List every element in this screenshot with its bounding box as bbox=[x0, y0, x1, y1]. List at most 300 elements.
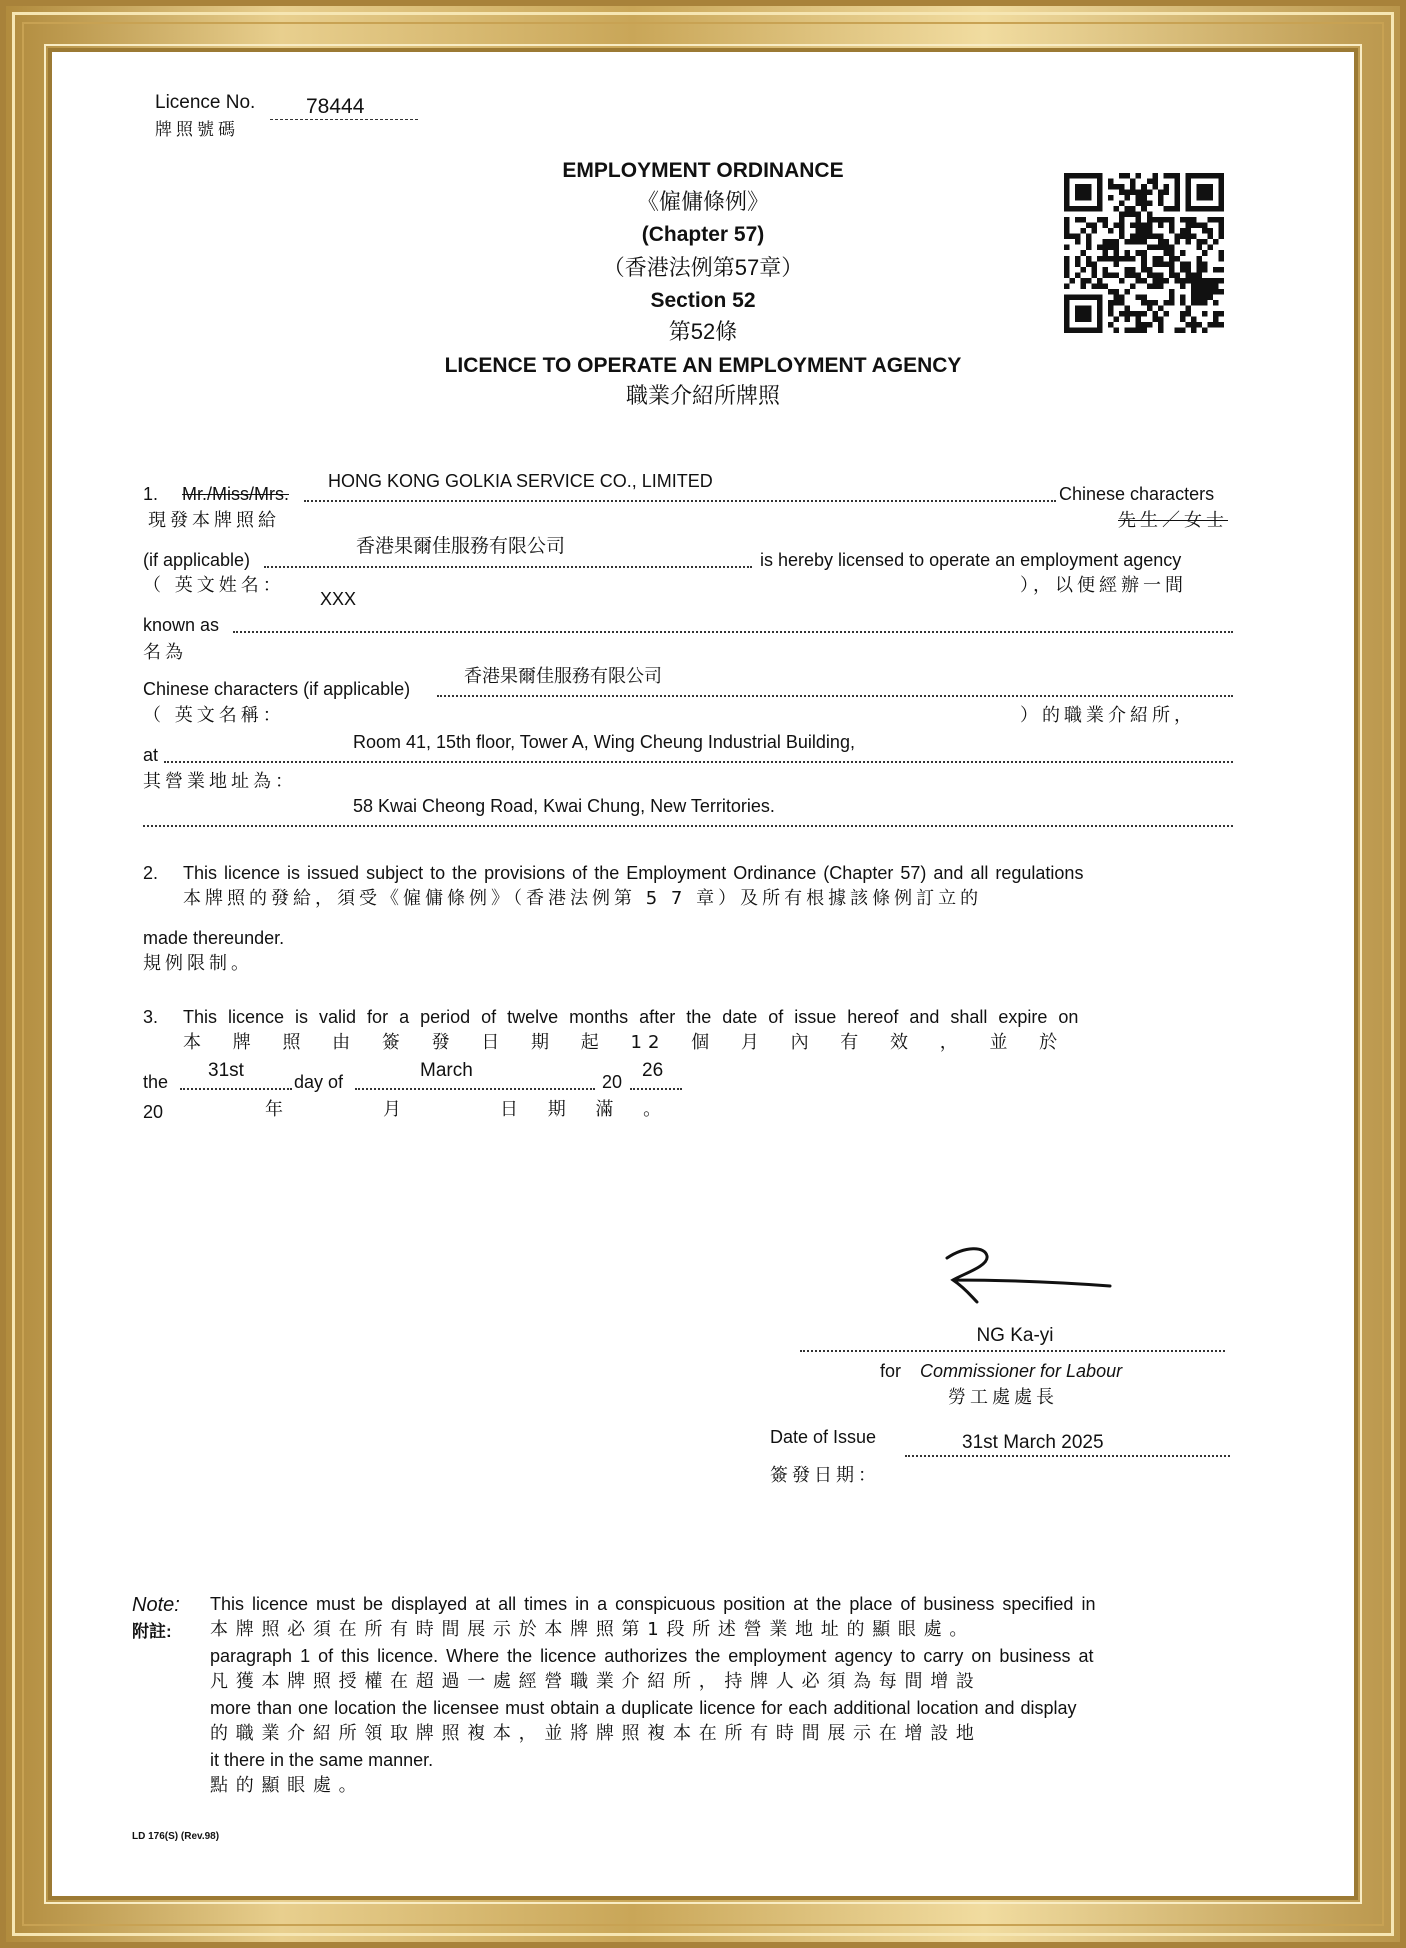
section-label-cn: 第52條 bbox=[668, 319, 738, 344]
licensee-name-en: HONG KONG GOLKIA SERVICE CO., LIMITED bbox=[328, 471, 713, 491]
qr-module bbox=[1207, 234, 1213, 240]
qr-module bbox=[1064, 294, 1070, 300]
qr-module bbox=[1064, 223, 1070, 229]
qr-module bbox=[1218, 228, 1224, 234]
qr-module bbox=[1152, 272, 1158, 278]
qr-module bbox=[1075, 173, 1081, 179]
expiry-day-field bbox=[180, 1088, 292, 1090]
section-2-line1-cn: 本牌照的發給，須受《僱傭條例》（香港法例第 5 7 章）及所有根據該條例訂立的 bbox=[183, 888, 983, 909]
qr-module bbox=[1202, 250, 1208, 256]
qr-module bbox=[1081, 173, 1087, 179]
qr-module bbox=[1130, 256, 1136, 262]
qr-module bbox=[1185, 190, 1191, 196]
qr-module bbox=[1213, 289, 1219, 295]
qr-module bbox=[1158, 239, 1164, 245]
qr-module bbox=[1097, 179, 1103, 185]
qr-module bbox=[1174, 195, 1180, 201]
qr-module bbox=[1075, 294, 1081, 300]
section-3-line1: This licence is valid for a period of twelve months after the date of issue hereof and shall expire on bbox=[183, 1007, 1079, 1027]
section-2-line1: This licence is issued subject to the provisions of the Employment Ordinance (Chapter 57) and all regulations bbox=[183, 863, 1084, 883]
qr-module bbox=[1075, 261, 1081, 267]
qr-module bbox=[1125, 206, 1131, 212]
qr-module bbox=[1147, 322, 1153, 328]
day-of-label: day of bbox=[294, 1072, 344, 1092]
qr-module bbox=[1097, 305, 1103, 311]
qr-module bbox=[1086, 234, 1092, 240]
qr-module bbox=[1147, 283, 1153, 289]
qr-module bbox=[1092, 228, 1098, 234]
section-3-line1-cn: 本 牌 照 由 簽 發 日 期 起 12 個 月 內 有 效 ， 並 於 bbox=[183, 1032, 1064, 1053]
qr-module bbox=[1114, 272, 1120, 278]
qr-module bbox=[1097, 184, 1103, 190]
qr-module bbox=[1152, 184, 1158, 190]
qr-module bbox=[1097, 283, 1103, 289]
qr-module bbox=[1185, 173, 1191, 179]
qr-module bbox=[1114, 245, 1120, 251]
qr-module bbox=[1152, 278, 1158, 284]
qr-module bbox=[1125, 316, 1131, 322]
agency-suffix-cn: ）的職業介紹所， bbox=[1020, 705, 1196, 726]
qr-module bbox=[1141, 256, 1147, 262]
qr-module bbox=[1163, 278, 1169, 284]
qr-module bbox=[1125, 327, 1131, 333]
qr-module bbox=[1114, 206, 1120, 212]
qr-module bbox=[1075, 206, 1081, 212]
qr-module bbox=[1213, 300, 1219, 306]
qr-module bbox=[1141, 300, 1147, 306]
qr-module bbox=[1202, 228, 1208, 234]
qr-module bbox=[1081, 228, 1087, 234]
qr-module bbox=[1136, 173, 1142, 179]
salutation-struck: Mr./Miss/Mrs. bbox=[182, 484, 289, 504]
qr-module bbox=[1202, 223, 1208, 229]
qr-module bbox=[1075, 305, 1081, 311]
qr-module bbox=[1086, 311, 1092, 317]
qr-module bbox=[1202, 289, 1208, 295]
qr-module bbox=[1125, 239, 1131, 245]
qr-module bbox=[1158, 316, 1164, 322]
qr-module bbox=[1218, 179, 1224, 185]
qr-module bbox=[1180, 267, 1186, 273]
qr-module bbox=[1185, 272, 1191, 278]
qr-module bbox=[1213, 217, 1219, 223]
qr-module bbox=[1163, 184, 1169, 190]
qr-module bbox=[1136, 239, 1142, 245]
qr-module bbox=[1163, 190, 1169, 196]
qr-module bbox=[1081, 327, 1087, 333]
qr-module bbox=[1196, 278, 1202, 284]
qr-module bbox=[1092, 272, 1098, 278]
address-line2-field bbox=[143, 825, 1233, 827]
qr-module bbox=[1086, 190, 1092, 196]
qr-module bbox=[1147, 217, 1153, 223]
qr-module bbox=[1136, 234, 1142, 240]
qr-module bbox=[1141, 195, 1147, 201]
qr-module bbox=[1103, 283, 1109, 289]
qr-module bbox=[1141, 239, 1147, 245]
qr-module bbox=[1163, 173, 1169, 179]
agency-name-cn: 香港果爾佳服務有限公司 bbox=[464, 666, 662, 686]
qr-module bbox=[1119, 190, 1125, 196]
qr-module bbox=[1064, 316, 1070, 322]
qr-module bbox=[1196, 245, 1202, 251]
qr-module bbox=[1064, 173, 1070, 179]
qr-module bbox=[1213, 322, 1219, 328]
qr-module bbox=[1196, 190, 1202, 196]
qr-module bbox=[1174, 206, 1180, 212]
qr-module bbox=[1086, 184, 1092, 190]
qr-module bbox=[1075, 327, 1081, 333]
qr-module bbox=[1158, 245, 1164, 251]
qr-module bbox=[1141, 228, 1147, 234]
qr-module bbox=[1064, 179, 1070, 185]
qr-module bbox=[1202, 239, 1208, 245]
qr-module bbox=[1119, 173, 1125, 179]
section-label: Section 52 bbox=[650, 289, 756, 312]
qr-module bbox=[1108, 305, 1114, 311]
qr-module bbox=[1218, 267, 1224, 273]
qr-module bbox=[1064, 305, 1070, 311]
qr-module bbox=[1081, 278, 1087, 284]
qr-module bbox=[1136, 294, 1142, 300]
expiry-the-label: the bbox=[143, 1072, 169, 1092]
qr-module bbox=[1070, 327, 1076, 333]
qr-module bbox=[1174, 184, 1180, 190]
qr-module bbox=[1130, 272, 1136, 278]
qr-module bbox=[1141, 294, 1147, 300]
qr-module bbox=[1097, 217, 1103, 223]
qr-module bbox=[1152, 283, 1158, 289]
qr-module bbox=[1125, 195, 1131, 201]
qr-module bbox=[1169, 217, 1175, 223]
qr-module bbox=[1202, 173, 1208, 179]
qr-module bbox=[1119, 278, 1125, 284]
qr-module bbox=[1064, 267, 1070, 273]
qr-module bbox=[1202, 283, 1208, 289]
qr-module bbox=[1114, 289, 1120, 295]
qr-module bbox=[1207, 217, 1213, 223]
qr-module bbox=[1196, 300, 1202, 306]
qr-module bbox=[1218, 322, 1224, 328]
qr-module bbox=[1191, 234, 1197, 240]
qr-module bbox=[1075, 195, 1081, 201]
qr-module bbox=[1097, 190, 1103, 196]
expiry-year-value: 26 bbox=[642, 1060, 664, 1081]
address-line2: 58 Kwai Cheong Road, Kwai Chung, New Territories. bbox=[353, 796, 775, 816]
qr-module bbox=[1064, 245, 1070, 251]
licensee-name-cn-field bbox=[264, 566, 752, 568]
qr-module bbox=[1064, 311, 1070, 317]
qr-module bbox=[1185, 179, 1191, 185]
qr-module bbox=[1103, 250, 1109, 256]
qr-module bbox=[1191, 272, 1197, 278]
qr-module bbox=[1180, 283, 1186, 289]
qr-module bbox=[1081, 206, 1087, 212]
qr-module bbox=[1207, 278, 1213, 284]
address-line1: Room 41, 15th floor, Tower A, Wing Cheung Industrial Building, bbox=[353, 732, 855, 752]
expiry-day-value: 31st bbox=[208, 1060, 244, 1081]
note-line: it there in the same manner. bbox=[210, 1750, 434, 1770]
qr-module bbox=[1158, 272, 1164, 278]
ordinance-title: EMPLOYMENT ORDINANCE bbox=[562, 159, 844, 182]
qr-module bbox=[1114, 327, 1120, 333]
qr-module bbox=[1086, 195, 1092, 201]
qr-module bbox=[1147, 190, 1153, 196]
qr-module bbox=[1103, 223, 1109, 229]
section-1-number: 1. bbox=[143, 484, 159, 504]
qr-module bbox=[1152, 173, 1158, 179]
qr-module bbox=[1196, 289, 1202, 295]
qr-module bbox=[1108, 256, 1114, 262]
qr-module bbox=[1097, 311, 1103, 317]
close-paren-cn: ），以便經辦一間 bbox=[1020, 575, 1187, 596]
qr-module bbox=[1081, 250, 1087, 256]
qr-module bbox=[1180, 217, 1186, 223]
qr-module bbox=[1202, 278, 1208, 284]
qr-module bbox=[1114, 316, 1120, 322]
qr-module bbox=[1207, 283, 1213, 289]
qr-module bbox=[1086, 173, 1092, 179]
qr-module bbox=[1191, 300, 1197, 306]
qr-module bbox=[1147, 223, 1153, 229]
qr-module bbox=[1152, 316, 1158, 322]
form-code: LD 176(S) (Rev.98) bbox=[132, 1831, 220, 1842]
qr-module bbox=[1097, 294, 1103, 300]
qr-module bbox=[1086, 256, 1092, 262]
qr-module bbox=[1141, 322, 1147, 328]
qr-module bbox=[1218, 206, 1224, 212]
qr-module bbox=[1075, 316, 1081, 322]
qr-module bbox=[1158, 190, 1164, 196]
qr-module bbox=[1136, 327, 1142, 333]
qr-module bbox=[1086, 316, 1092, 322]
qr-module bbox=[1218, 278, 1224, 284]
qr-module bbox=[1064, 195, 1070, 201]
qr-module bbox=[1075, 184, 1081, 190]
qr-module bbox=[1213, 278, 1219, 284]
qr-module bbox=[1218, 190, 1224, 196]
qr-module bbox=[1103, 245, 1109, 251]
expiry-line3-year-cn: 年 bbox=[265, 1099, 287, 1120]
qr-module bbox=[1207, 245, 1213, 251]
qr-module bbox=[1103, 217, 1109, 223]
qr-module bbox=[1064, 322, 1070, 328]
qr-module bbox=[1136, 272, 1142, 278]
qr-module bbox=[1125, 190, 1131, 196]
qr-module bbox=[1108, 272, 1114, 278]
chapter-label-cn: （香港法例第57章） bbox=[602, 255, 804, 280]
qr-module bbox=[1092, 283, 1098, 289]
qr-module bbox=[1075, 311, 1081, 317]
qr-module bbox=[1141, 223, 1147, 229]
qr-module bbox=[1092, 223, 1098, 229]
qr-module bbox=[1158, 256, 1164, 262]
licence-no-label-cn: 牌照號碼 bbox=[155, 120, 239, 140]
qr-module bbox=[1196, 261, 1202, 267]
qr-module bbox=[1086, 206, 1092, 212]
qr-module bbox=[1180, 311, 1186, 317]
qr-module bbox=[1185, 195, 1191, 201]
qr-module bbox=[1097, 245, 1103, 251]
qr-module bbox=[1185, 228, 1191, 234]
qr-module bbox=[1070, 206, 1076, 212]
qr-module bbox=[1119, 300, 1125, 306]
qr-module bbox=[1196, 267, 1202, 273]
qr-module bbox=[1163, 261, 1169, 267]
qr-module bbox=[1185, 217, 1191, 223]
qr-module bbox=[1169, 267, 1175, 273]
qr-module bbox=[1158, 305, 1164, 311]
qr-module bbox=[1097, 195, 1103, 201]
qr-module bbox=[1202, 300, 1208, 306]
qr-module bbox=[1174, 272, 1180, 278]
qr-module bbox=[1097, 256, 1103, 262]
qr-module bbox=[1202, 267, 1208, 273]
licensed-text: is hereby licensed to operate an employment agency bbox=[760, 550, 1182, 570]
qr-module bbox=[1141, 261, 1147, 267]
qr-module bbox=[1097, 206, 1103, 212]
section-2-line2: made thereunder. bbox=[143, 928, 285, 948]
qr-module bbox=[1174, 179, 1180, 185]
qr-module bbox=[1180, 294, 1186, 300]
qr-module bbox=[1163, 206, 1169, 212]
qr-module bbox=[1064, 272, 1070, 278]
qr-module bbox=[1136, 316, 1142, 322]
qr-module bbox=[1169, 289, 1175, 295]
qr-module bbox=[1180, 316, 1186, 322]
qr-module bbox=[1185, 305, 1191, 311]
qr-module bbox=[1213, 311, 1219, 317]
qr-module bbox=[1218, 201, 1224, 207]
qr-module bbox=[1086, 245, 1092, 251]
qr-module bbox=[1152, 179, 1158, 185]
qr-module bbox=[1202, 184, 1208, 190]
signatory-line bbox=[800, 1350, 1225, 1352]
known-as-label: known as bbox=[143, 615, 220, 635]
year-prefix: 20 bbox=[602, 1072, 623, 1092]
qr-module bbox=[1174, 173, 1180, 179]
qr-module bbox=[1064, 217, 1070, 223]
qr-module bbox=[1158, 217, 1164, 223]
qr-module bbox=[1218, 289, 1224, 295]
qr-module bbox=[1169, 300, 1175, 306]
qr-module bbox=[1191, 223, 1197, 229]
qr-module bbox=[1136, 228, 1142, 234]
qr-module bbox=[1081, 267, 1087, 273]
qr-module bbox=[1064, 228, 1070, 234]
qr-module bbox=[1136, 311, 1142, 317]
qr-module bbox=[1136, 322, 1142, 328]
qr-module bbox=[1125, 272, 1131, 278]
handwritten-signature-icon bbox=[935, 1240, 1115, 1310]
commissioner-role-cn: 勞工處處長 bbox=[948, 1387, 1058, 1408]
qr-module bbox=[1081, 184, 1087, 190]
qr-module bbox=[1180, 327, 1186, 333]
qr-module bbox=[1086, 294, 1092, 300]
qr-module bbox=[1158, 283, 1164, 289]
qr-module bbox=[1086, 305, 1092, 311]
qr-module bbox=[1064, 234, 1070, 240]
qr-module bbox=[1119, 256, 1125, 262]
qr-module bbox=[1202, 261, 1208, 267]
qr-module bbox=[1158, 261, 1164, 267]
qr-module bbox=[1147, 272, 1153, 278]
qr-module bbox=[1119, 234, 1125, 240]
qr-module bbox=[1075, 272, 1081, 278]
qr-module bbox=[1086, 223, 1092, 229]
qr-module bbox=[1218, 311, 1224, 317]
qr-module bbox=[1075, 239, 1081, 245]
qr-module bbox=[1207, 294, 1213, 300]
commissioner-role: Commissioner for Labour bbox=[920, 1361, 1123, 1381]
english-name-value: XXX bbox=[320, 589, 357, 609]
qr-module bbox=[1163, 239, 1169, 245]
qr-module bbox=[1196, 272, 1202, 278]
qr-module bbox=[1180, 278, 1186, 284]
qr-module bbox=[1092, 206, 1098, 212]
note-line: This licence must be displayed at all times in a conspicuous position at the place of business specified in bbox=[210, 1594, 1096, 1614]
section-2-number: 2. bbox=[143, 863, 159, 883]
qr-module bbox=[1108, 322, 1114, 328]
qr-module bbox=[1202, 206, 1208, 212]
note-line: more than one location the licensee must obtain a duplicate licence for each additional location and display bbox=[210, 1698, 1077, 1718]
qr-module bbox=[1064, 256, 1070, 262]
qr-module bbox=[1196, 256, 1202, 262]
qr-module bbox=[1119, 294, 1125, 300]
qr-module bbox=[1207, 195, 1213, 201]
qr-module bbox=[1081, 316, 1087, 322]
licence-title: LICENCE TO OPERATE AN EMPLOYMENT AGENCY bbox=[444, 354, 962, 377]
qr-module bbox=[1152, 234, 1158, 240]
qr-module bbox=[1185, 311, 1191, 317]
qr-module bbox=[1218, 173, 1224, 179]
qr-module bbox=[1119, 223, 1125, 229]
qr-module bbox=[1141, 311, 1147, 317]
qr-module bbox=[1103, 239, 1109, 245]
qr-module bbox=[1075, 190, 1081, 196]
qr-module bbox=[1218, 250, 1224, 256]
qr-module bbox=[1185, 201, 1191, 207]
licence-no-underline bbox=[270, 119, 418, 120]
qr-module bbox=[1108, 245, 1114, 251]
qr-module bbox=[1075, 217, 1081, 223]
note-line: 點 的 顯 眼 處 。 bbox=[210, 1775, 358, 1796]
qr-module bbox=[1136, 195, 1142, 201]
qr-module bbox=[1213, 173, 1219, 179]
at-label: at bbox=[143, 745, 159, 765]
chinese-characters-label: Chinese characters bbox=[1059, 484, 1215, 504]
qr-module bbox=[1191, 278, 1197, 284]
qr-module bbox=[1185, 267, 1191, 273]
qr-module bbox=[1202, 294, 1208, 300]
qr-module bbox=[1191, 327, 1197, 333]
qr-module bbox=[1174, 256, 1180, 262]
note-label-cn: 附註: bbox=[132, 1622, 172, 1641]
qr-module bbox=[1152, 311, 1158, 317]
qr-module bbox=[1114, 250, 1120, 256]
qr-module bbox=[1108, 239, 1114, 245]
qr-module bbox=[1169, 245, 1175, 251]
qr-module bbox=[1108, 184, 1114, 190]
qr-module bbox=[1196, 195, 1202, 201]
qr-module bbox=[1130, 212, 1136, 218]
qr-module bbox=[1114, 223, 1120, 229]
qr-module bbox=[1141, 267, 1147, 273]
qr-module bbox=[1147, 300, 1153, 306]
qr-module bbox=[1185, 239, 1191, 245]
section-3-number: 3. bbox=[143, 1007, 159, 1027]
note-line: 本 牌 照 必 須 在 所 有 時 間 展 示 於 本 牌 照 第 1 段 所 述 營 業 地 址 的 顯 眼 處 。 bbox=[210, 1619, 969, 1640]
